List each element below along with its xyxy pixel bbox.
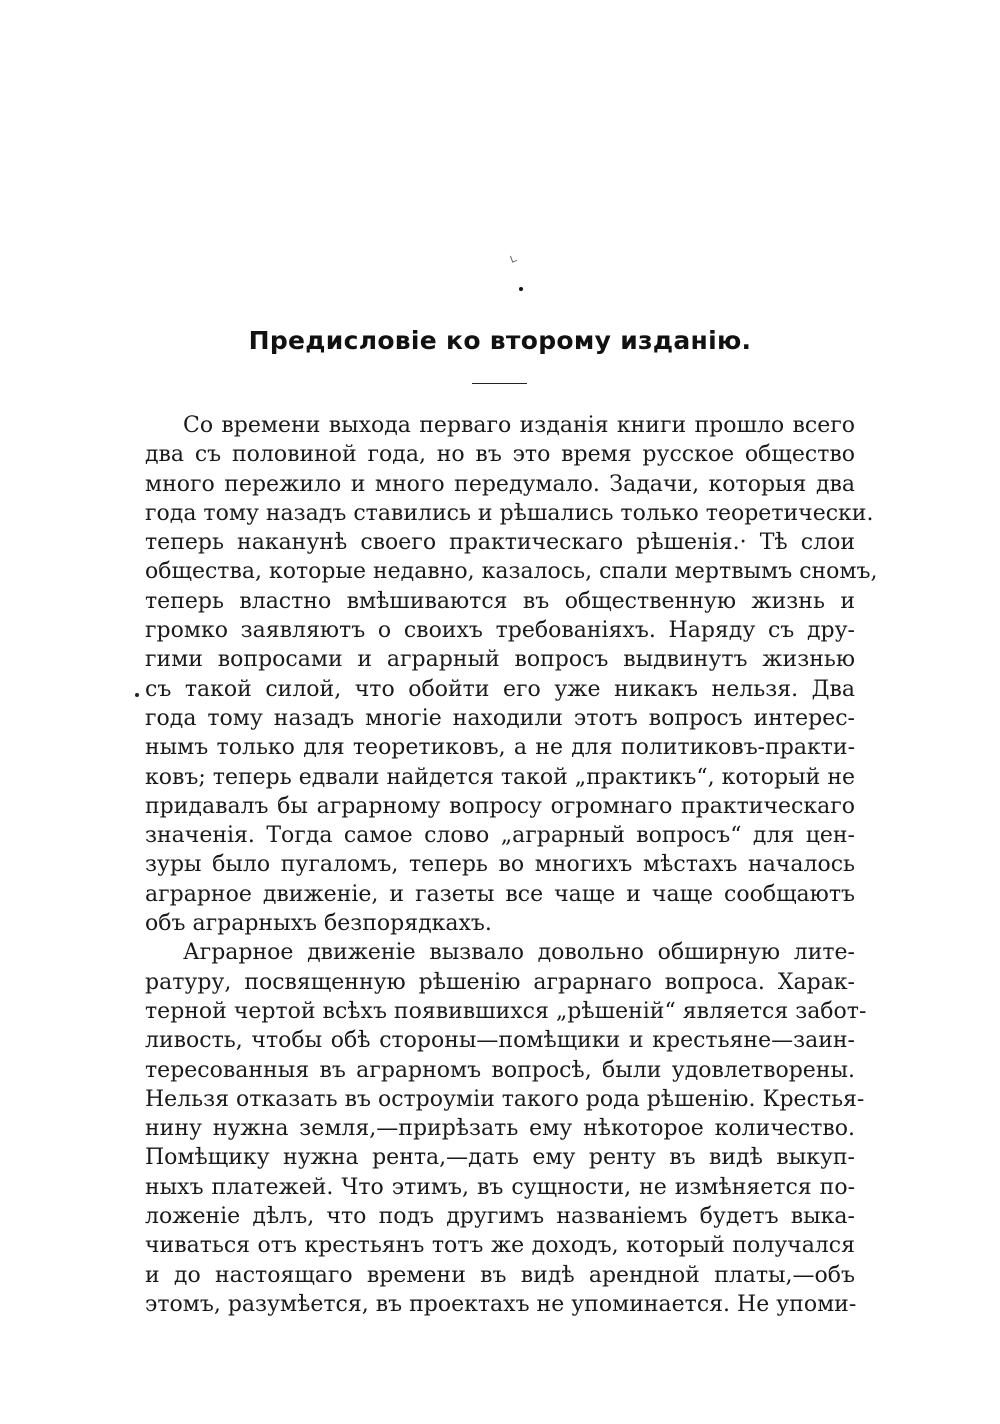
text-line: Со времени выхода перваго изданія книги прошло всего [183, 413, 855, 438]
text-line: Нельзя отказать въ остроуміи такого рода рѣшенію. Крестья- [145, 1086, 865, 1112]
text-line: ныхъ платежей. Что этимъ, въ сущности, не измѣняется по- [145, 1174, 855, 1200]
text-line: общества, которые недавно, казалось, спали мертвымъ сномъ, [145, 559, 878, 585]
text-line: года тому назадъ многіе находили этотъ вопросъ интерес- [145, 705, 855, 731]
body-text [145, 411, 878, 1319]
text-line: теперь наканунѣ своего практическаго рѣшенія.· Тѣ слои [145, 530, 855, 556]
text-line: нину нужна земля,—прирѣзать ему нѣкоторое количество. [145, 1116, 855, 1142]
text-line: года тому назадъ ставились и рѣшались только теоретически. [145, 500, 874, 526]
printer-mark [510, 254, 517, 262]
page-title: Предисловіе ко второму изданію. [248, 326, 752, 355]
text-line: зуры было пугаломъ, теперь во многихъ мѣстахъ началось [145, 852, 855, 878]
text-line: объ аграрныхъ безпорядкахъ. [145, 911, 492, 937]
margin-dot [135, 693, 139, 697]
text-line: тересованныя въ аграрномъ вопросѣ, были удовлетворены. [145, 1057, 855, 1083]
text-line: Помѣщику нужна рента,—дать ему ренту въ видѣ выкуп- [145, 1145, 855, 1171]
text-line: два съ половиной года, но въ это время русское общество [145, 442, 855, 468]
text-line: гими вопросами и аграрный вопросъ выдвинутъ жизнью [145, 647, 855, 673]
text-line: теперь властно вмѣшиваются въ общественную жизнь и [145, 588, 855, 614]
paragraph-2 [145, 938, 867, 1319]
text-line: чиваться отъ крестьянъ тотъ же доходъ, который получался [145, 1233, 855, 1259]
text-line: и до настоящаго времени въ видѣ арендной платы,—объ [145, 1262, 855, 1288]
text-line: этомъ, разумѣется, въ проектахъ не упоминается. Не упоми- [145, 1291, 857, 1317]
text-line: много пережило и много передумало. Задачи, которыя два [145, 471, 855, 497]
title-rule [472, 383, 527, 384]
text-line: ратуру, посвященную рѣшенію аграрнаго вопроса. Харак- [145, 969, 855, 995]
text-line: Аграрное движеніе вызвало довольно обширную лите- [183, 940, 855, 966]
printer-dot [519, 287, 523, 291]
text-line: нымъ только для теоретиковъ, а не для политиковъ-практи- [145, 735, 855, 761]
text-line: съ такой силой, что обойти его уже никакъ нельзя. Два [145, 676, 855, 702]
text-line: придавалъ бы аграрному вопросу огромнаго практическаго [145, 793, 855, 819]
text-line: ливость, чтобы обѣ стороны—помѣщики и крестьяне—заин- [145, 1028, 855, 1054]
text-line: ложеніе дѣлъ, что подъ другимъ названіемъ будетъ выка- [145, 1204, 855, 1230]
text-line: ковъ; теперь едвали найдется такой „практикъ“, который не [145, 764, 855, 790]
text-line: громко заявляютъ о своихъ требованіяхъ. Наряду съ дру- [145, 618, 855, 644]
paragraph-1 [145, 411, 878, 938]
text-line: аграрное движеніе, и газеты все чаще и чаще сообщаютъ [145, 881, 855, 907]
text-line: терной чертой всѣхъ появившихся „рѣшеній“ является забот- [145, 998, 867, 1024]
text-line: значенія. Тогда самое слово „аграрный вопросъ“ для цен- [145, 823, 855, 849]
